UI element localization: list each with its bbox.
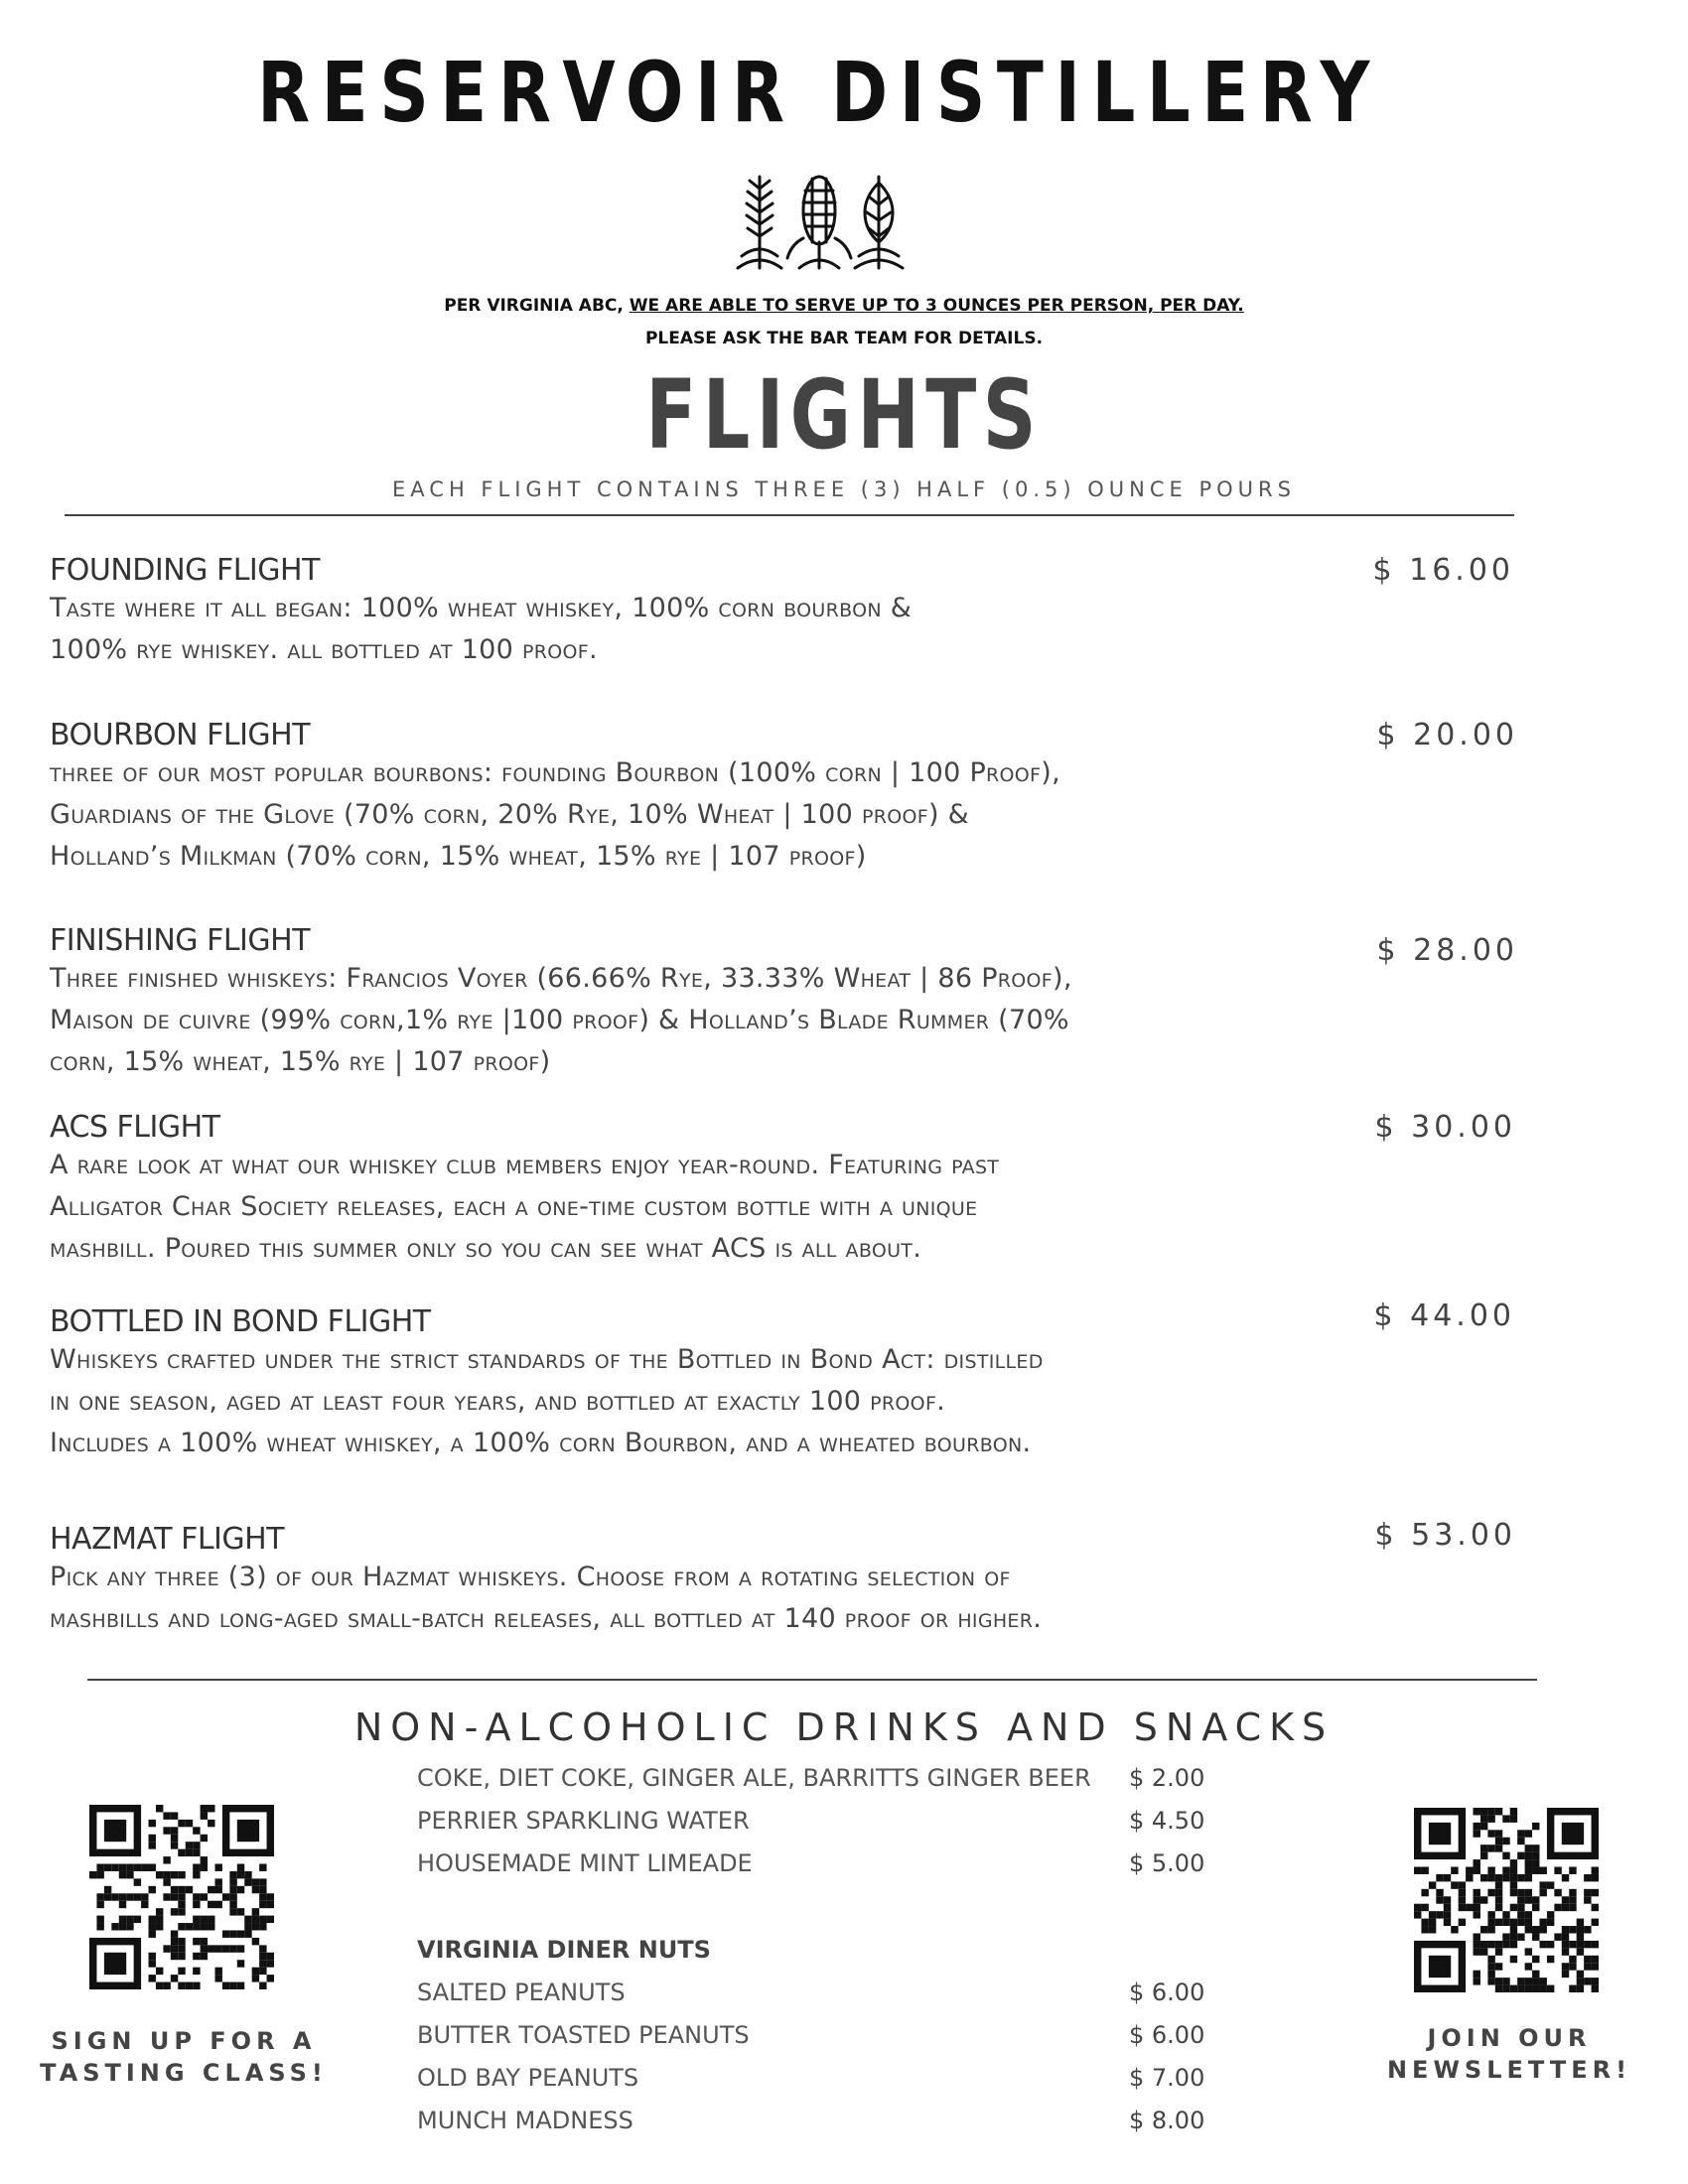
menu-item: OLD BAY PEANUTS [417,2064,639,2092]
menu-item: BUTTER TOASTED PEANUTS [417,2021,750,2049]
flight-price: $ 20.00 [1376,718,1518,752]
abc-limit: WE ARE ABLE TO SERVE UP TO 3 OUNCES PER PERSON, PER DAY. [629,296,1244,316]
abc-notice [0,296,1688,316]
divider [87,1679,1537,1681]
flight-item [50,1110,1516,1270]
flight-price: $ 30.00 [1374,1110,1516,1145]
menu-item: SALTED PEANUTS [417,1979,626,2006]
flight-description: Taste where it all began: 100% wheat whiskey, 100% corn bourbon & 100% rye whiskey. all bottled at 100 proof. [50,593,913,665]
menu-item: MUNCH MADNESS [417,2107,633,2134]
qr-code-icon[interactable] [89,1805,274,1989]
flight-name: FINISHING FLIGHT [50,923,311,958]
flight-item [50,923,1518,1083]
flight-name: BOURBON FLIGHT [50,718,311,752]
flight-name: HAZMAT FLIGHT [50,1522,285,1557]
flight-item [50,718,1518,878]
menu-row [417,1979,1211,2018]
flight-name: BOTTLED IN BOND FLIGHT [50,1304,431,1339]
qr-caption-newsletter: JOIN OUR NEWSLETTER! [1386,2024,1632,2084]
menu-price: $ 7.00 [1129,2064,1205,2092]
flight-name: FOUNDING FLIGHT [50,553,320,588]
menu-price: $ 8.00 [1129,2107,1205,2134]
flight-description: Pick any three (3) of our Hazmat whiskeys. Choose from a rotating selection of mashbills and long-aged small-batch releases, all bottled at 140 proof or higher. [50,1562,1043,1634]
flight-price: $ 53.00 [1374,1518,1516,1553]
menu-item: COKE, DIET COKE, GINGER ALE, BARRITTS GINGER BEER [417,1764,1091,1792]
menu-item: PERRIER SPARKLING WATER [417,1807,750,1835]
flights-title: FLIGHTS [645,359,1043,471]
flights-subtitle: EACH FLIGHT CONTAINS THREE (3) HALF (0.5) OUNCE POURS [392,478,1296,501]
flight-item [50,1298,1515,1464]
menu-item: HOUSEMADE MINT LIMEADE [417,1849,753,1877]
flight-description: three of our most popular bourbons: founding Bourbon (100% corn | 100 Proof), Guardians of the Glove (70% corn, 20% Rye, 10% Wheat | 100 proof) & Holland’s Milkman (70% corn, 15% wheat, 15% rye | 107 proof) [50,757,1061,872]
menu-price: $ 5.00 [1129,1849,1205,1877]
abc-prefix: PER VIRGINIA ABC, [444,296,624,316]
non-alcoholic-title: NON-ALCOHOLIC DRINKS AND SNACKS [353,1706,1335,1749]
menu-row [417,2064,1211,2104]
snacks-heading: VIRGINIA DINER NUTS [417,1936,711,1964]
divider [65,514,1514,516]
wheat-corn-rye-icon [720,169,918,273]
flight-item [50,1518,1516,1640]
flight-item [50,553,1514,671]
menu-price: $ 4.50 [1129,1807,1205,1835]
qr-caption-tasting-class: SIGN UP FOR A TASTING CLASS! [40,2027,328,2087]
flight-description: Whiskeys crafted under the strict standards of the Bottled in Bond Act: distilled in one season, aged at least four years, and bottled at exactly 100 proof. Includes a 100% wheat whiskey, a 100% corn Bourbon, and a wheated bourbon. [50,1344,1044,1458]
qr-code-icon[interactable] [1414,1808,1599,1992]
abc-details: PLEASE ASK THE BAR TEAM FOR DETAILS. [644,329,1044,348]
menu-row [417,2021,1211,2061]
menu-row [417,1849,1211,1889]
menu-price: $ 2.00 [1129,1764,1205,1792]
menu-row [417,1807,1211,1846]
flight-price: $ 16.00 [1372,553,1514,588]
flight-price: $ 44.00 [1373,1298,1515,1333]
menu-price: $ 6.00 [1129,2021,1205,2049]
menu-row [417,1764,1211,1804]
flight-description: Three finished whiskeys: Francios Voyer (66.66% Rye, 33.33% Wheat | 86 Proof), Maison de cuivre (99% corn,1% rye |100 proof) & Holland’s Blade Rummer (70% corn, 15% wheat, 15% rye | 107 proof) [50,963,1072,1077]
brand-title: RESERVOIR DISTILLERY [257,44,1381,141]
flight-description: A rare look at what our whiskey club members enjoy year-round. Featuring past Alligator Char Society releases, each a one-time custom bottle with a unique mashbill. Poured this summer only so you can see what ACS is all about. [50,1150,1000,1264]
flight-name: ACS FLIGHT [50,1110,220,1145]
flight-price: $ 28.00 [1376,933,1518,968]
menu-price: $ 6.00 [1129,1979,1205,2006]
menu-row [417,2107,1211,2146]
